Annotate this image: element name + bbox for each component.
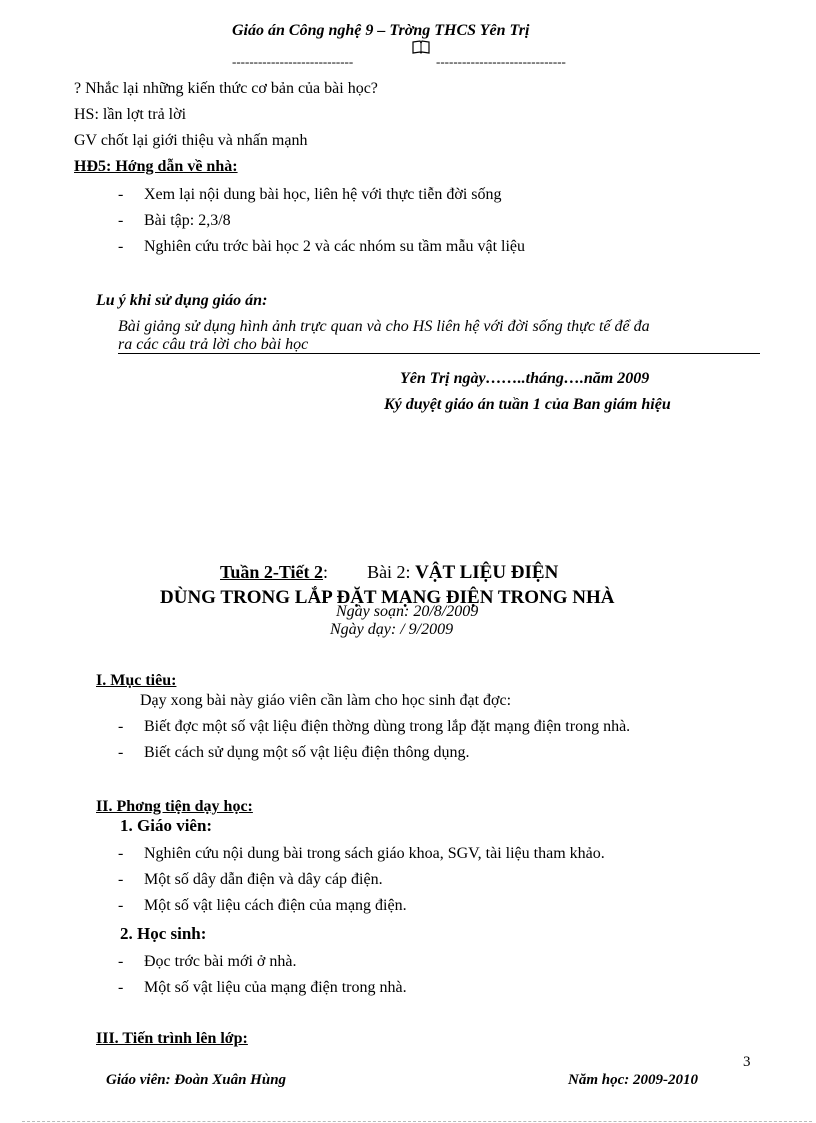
header-dashes-left: ---------------------------- [232,54,354,69]
sign-date: Yên Trị ngày……..tháng….năm 2009 [400,370,650,387]
list-item: - Một số vật liệu của mạng điện trong nhà. [118,979,407,996]
footer-teacher: Giáo viên: Đoàn Xuân Hùng [106,1072,287,1088]
hd5-heading: HĐ5: Hớng dẫn về nhà: [74,158,238,175]
lesson-week-line: Tuần 2-Tiết 2: Bài 2: VẬT LIỆU ĐIỆN [220,562,559,583]
list-item: - Xem lại nội dung bài học, liên hệ với thực tiễn đời sống [118,186,502,203]
sign-approval: Ký duyệt giáo án tuần 1 của Ban giám hiệu [384,396,671,413]
list-item: - Biết đợc một số vật liệu điện thờng dùng trong lắp đặt mạng điện trong nhà. [118,718,631,735]
book-icon [412,40,430,59]
list-item: - Biết cách sử dụng một số vật liệu điện thông dụng. [118,744,470,761]
sec2-gv-heading: 1. Giáo viên: [120,816,213,835]
lesson-title-1: VẬT LIỆU ĐIỆN [415,562,559,583]
review-gv: GV chốt lại giới thiệu và nhấn mạnh [74,132,308,149]
lesson-bai: Bài 2: [367,562,416,582]
sec2-hs-heading: 2. Học sinh: [120,924,207,943]
review-question: ? Nhắc lại những kiến thức cơ bản của bài học? [74,80,378,97]
sec1-heading: I. Mục tiêu: [96,672,177,689]
sec2-heading: II. Phơng tiện dạy học: [96,798,253,815]
sec3-heading: III. Tiến trình lên lớp: [96,1030,248,1047]
list-item: - Nghiên cứu trớc bài học 2 và các nhóm su tầm mẫu vật liệu [118,238,526,255]
note-heading: Lu ý khi sử dụng giáo án: [96,292,268,309]
note-line-2: ra các câu trả lời cho bài học [118,336,309,353]
list-item: - Nghiên cứu nội dung bài trong sách giáo khoa, SGV, tài liệu tham khảo. [118,845,605,862]
lesson-ngay-day: Ngày dạy: / 9/2009 [330,621,454,638]
list-item: - Một số dây dẫn điện và dây cáp điện. [118,871,383,888]
note-underline [118,353,760,354]
page-edge [22,1121,812,1122]
note-line-1: Bài giảng sử dụng hình ảnh trực quan và cho HS liên hệ với đời sống thực tế để đa [118,318,650,335]
lesson-title-2: DÙNG TRONG LẮP ĐẶT MẠNG ĐIỆN TRONG NHÀ [160,587,615,608]
header-title: Giáo án Công nghệ 9 – Trờng THCS Yên Trị [232,22,530,39]
review-hs: HS: lần lợt trả lời [74,106,187,123]
sec1-intro: Dạy xong bài này giáo viên cần làm cho học sinh đạt đợc: [140,692,512,709]
lesson-ngay-soan: Ngày soạn: 20/8/2009 [336,603,479,620]
header-dashes-right: ------------------------------ [436,54,566,69]
list-item: - Bài tập: 2,3/8 [118,212,231,229]
footer-year: Năm học: 2009-2010 [568,1072,698,1088]
page-number: 3 [743,1054,751,1070]
list-item: - Một số vật liệu cách điện của mạng điện. [118,897,407,914]
lesson-week: Tuần 2-Tiết 2 [220,562,324,582]
list-item: - Đọc trớc bài mới ở nhà. [118,953,297,970]
